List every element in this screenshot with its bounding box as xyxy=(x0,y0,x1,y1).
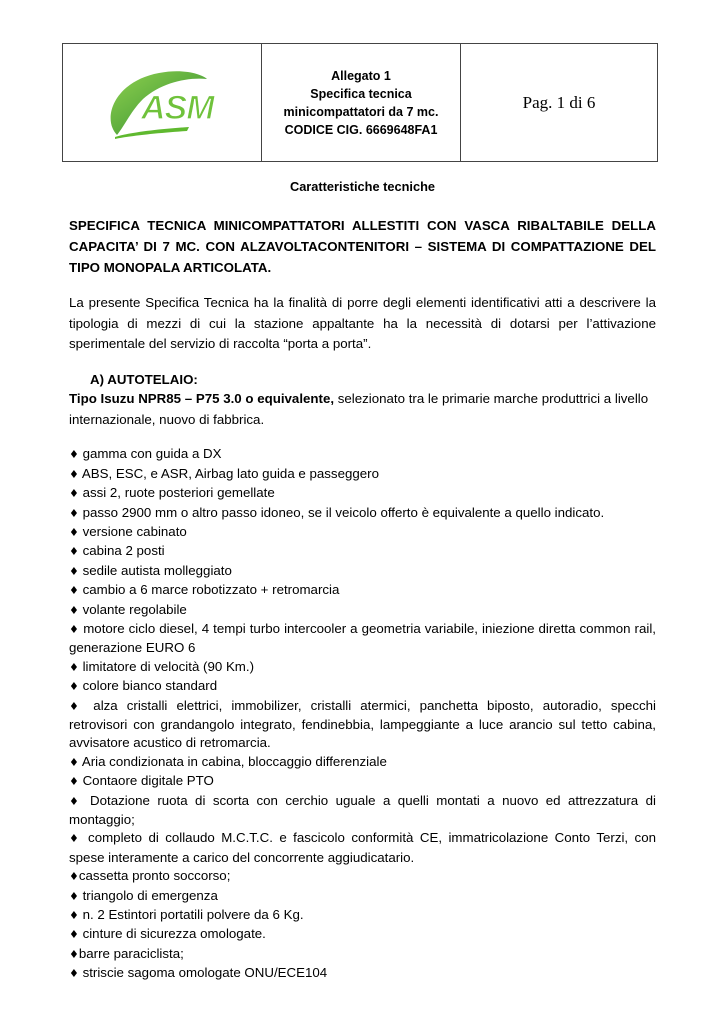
list-item xyxy=(69,792,656,830)
page-number: Pag. 1 di 6 xyxy=(522,92,596,112)
section-heading: Caratteristiche tecniche xyxy=(289,179,436,194)
list-item-text: limitatore di velocità (90 Km.) xyxy=(78,658,255,674)
list-item xyxy=(69,677,656,696)
list-item xyxy=(69,697,656,753)
diamond-bullet-icon: ♦ xyxy=(69,755,79,769)
tipo-description: selezionato tra le primarie marche produttrici a livello internazionale, nuovo di fabbrica. xyxy=(69,391,649,427)
diamond-bullet-icon: ♦ xyxy=(69,545,79,559)
diamond-bullet-icon: ♦ xyxy=(69,564,79,578)
list-item-text: motore ciclo diesel, 4 tempi turbo intercooler a geometria variabile, iniezione diretta common rail, generazione EURO 6 xyxy=(69,620,656,656)
diamond-bullet-icon: ♦ xyxy=(69,794,83,808)
list-item-text: n. 2 Estintori portatili polvere da 6 Kg. xyxy=(78,907,304,923)
diamond-bullet-icon: ♦ xyxy=(69,448,79,462)
list-item xyxy=(69,601,656,620)
diamond-bullet-icon: ♦ xyxy=(69,967,79,981)
title-line: CODICE CIG. 6669648FA1 xyxy=(284,122,438,137)
diamond-bullet-icon: ♦ xyxy=(69,506,79,520)
document-title xyxy=(262,67,460,139)
list-item xyxy=(69,658,656,677)
list-item-text: barre paraciclista; xyxy=(78,945,184,961)
diamond-bullet-icon: ♦ xyxy=(69,680,79,694)
list-item xyxy=(69,620,656,658)
list-item xyxy=(69,925,656,944)
list-item-text: assi 2, ruote posteriori gemellate xyxy=(78,485,275,501)
tipo-model: Tipo Isuzu NPR85 – P75 3.0 o equivalente, xyxy=(69,391,335,407)
list-item xyxy=(69,964,656,983)
diamond-bullet-icon: ♦ xyxy=(69,928,79,942)
page-cell xyxy=(461,44,658,162)
list-item-text: completo di collaudo M.C.T.C. e fascicolo conformità CE, immatricolazione Conto Terzi, con spese interamente a carico del concorrente aggiudicatario. xyxy=(69,830,656,865)
diamond-bullet-icon: ♦ xyxy=(69,699,85,713)
list-item-text: alza cristalli elettrici, immobilizer, cristalli atermici, panchetta biposto, autoradio, specchi retrovisori con grandangolo integrato, fendinebbia, lampeggiante a luce arancio sul tetto cabina, avvisatore acustico di retromarcia. xyxy=(69,697,656,751)
diamond-bullet-icon: ♦ xyxy=(69,622,80,636)
diamond-bullet-icon: ♦ xyxy=(69,603,79,617)
list-item xyxy=(69,484,656,503)
list-item-text: striscie sagoma omologate ONU/ECE104 xyxy=(78,965,328,981)
list-item xyxy=(69,906,656,925)
list-item xyxy=(69,829,656,867)
list-item xyxy=(69,504,656,523)
list-item-text: gamma con guida a DX xyxy=(78,446,222,462)
diamond-bullet-icon: ♦ xyxy=(69,525,79,539)
diamond-bullet-icon: ♦ xyxy=(69,584,79,598)
diamond-bullet-icon: ♦ xyxy=(69,660,79,674)
diamond-bullet-icon: ♦ xyxy=(69,467,79,481)
tipo-paragraph xyxy=(69,389,656,430)
document-body xyxy=(69,170,656,984)
diamond-bullet-icon: ♦ xyxy=(69,832,82,846)
list-item xyxy=(69,562,656,581)
list-item-text: cinture di sicurezza omologate. xyxy=(78,926,266,942)
list-item-text: Aria condizionata in cabina, bloccaggio differenziale xyxy=(78,753,387,769)
diamond-bullet-icon: ♦ xyxy=(69,487,79,501)
spec-title: SPECIFICA TECNICA MINICOMPATTATORI ALLESTITI CON VASCA RIBALTABILE DELLA CAPACITA’ DI 7 MC. CON ALZAVOLTACONTENITORI – SISTEMA DI COMPATTAZIONE DEL TIPO MONOPALA ARTICOLATA. xyxy=(69,218,656,276)
title-line: minicompattatori da 7 mc. xyxy=(283,104,439,119)
list-item-text: ABS, ESC, e ASR, Airbag lato guida e passeggero xyxy=(78,465,379,481)
diamond-bullet-icon: ♦ xyxy=(69,870,79,884)
list-item-text: volante regolabile xyxy=(78,601,187,617)
list-item xyxy=(69,581,656,600)
intro-paragraph: La presente Specifica Tecnica ha la finalità di porre degli elementi identificativi atti a descrivere la tipologia di mezzi di cui la stazione appaltante ha la necessità di dotarsi per l’attivazione sperimentale del servizio di raccolta “porta a porta”. xyxy=(69,295,656,352)
list-item xyxy=(69,445,656,464)
list-item xyxy=(69,542,656,561)
list-item-text: passo 2900 mm o altro passo idoneo, se il veicolo offerto è equivalente a quello indicato. xyxy=(78,504,605,520)
list-item-text: cassetta pronto soccorso; xyxy=(78,868,231,884)
list-item xyxy=(69,753,656,772)
list-item xyxy=(69,523,656,542)
list-item xyxy=(69,887,656,906)
diamond-bullet-icon: ♦ xyxy=(69,889,79,903)
list-item xyxy=(69,945,656,964)
list-item xyxy=(69,465,656,484)
diamond-bullet-icon: ♦ xyxy=(69,909,79,923)
list-item-text: Dotazione ruota di scorta con cerchio uguale a quelli montati a nuovo ed attrezzatura di montaggio; xyxy=(69,792,656,828)
logo-cell xyxy=(63,44,262,162)
list-item-text: Contaore digitale PTO xyxy=(78,773,214,789)
title-cell xyxy=(262,44,461,162)
asm-logo xyxy=(97,63,227,143)
title-line: Specifica tecnica xyxy=(310,86,412,101)
list-item-text: cabina 2 posti xyxy=(78,543,165,559)
autotelaio-heading: A) AUTOTELAIO: xyxy=(90,371,198,387)
list-item-text: cambio a 6 marce robotizzato + retromarcia xyxy=(78,582,340,598)
list-item-text: colore bianco standard xyxy=(78,678,218,694)
list-item xyxy=(69,772,656,791)
list-item-text: sedile autista molleggiato xyxy=(78,562,232,578)
list-item xyxy=(69,867,656,886)
diamond-bullet-icon: ♦ xyxy=(69,775,79,789)
feature-list xyxy=(69,445,656,983)
header-table xyxy=(62,43,658,162)
list-item-text: versione cabinato xyxy=(78,523,187,539)
logo-text: ASM xyxy=(141,88,214,127)
diamond-bullet-icon: ♦ xyxy=(69,947,79,961)
list-item-text: triangolo di emergenza xyxy=(78,887,218,903)
title-line: Allegato 1 xyxy=(331,68,391,83)
